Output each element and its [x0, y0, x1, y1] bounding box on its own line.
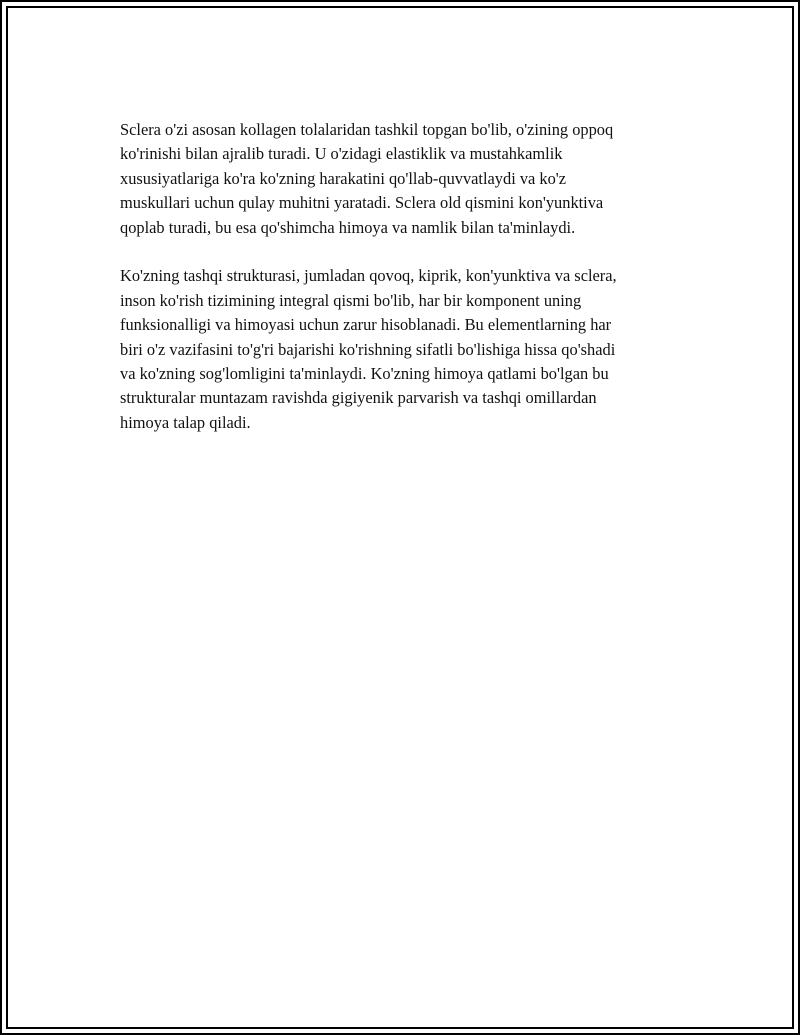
paragraph-external-structure: Ko'zning tashqi strukturasi, jumladan qovoq, kiprik, kon'yunktiva va sclera, inson ko'rish tizimining integral qismi bo'lib, har bir komponent uning funksionalligi va himoyasi uchun zarur hisoblanadi. Bu elementlarning har biri o'z vazifasini to'g'ri bajarishi ko'rishning sifatli bo'lishiga hissa qo'shadi va ko'zning sog'lomligini ta'minlaydi. Ko'zning himoya qatlami bo'lgan bu strukturalar muntazam ravishda gigiyenik parvarish va tashqi omillardan himoya talap qiladi.	[120, 266, 617, 432]
document-body	[120, 118, 690, 460]
paragraph-sclera: Sclera o'zi asosan kollagen tolalaridan tashkil topgan bo'lib, o'zining oppoq ko'rinishi bilan ajralib turadi. U o'zidagi elastiklik va mustahkamlik xususiyatlariga ko'ra ko'zning harakatini qo'llab-quvvatlaydi va ko'z muskullari uchun qulay muhitni yaratadi. Sclera old qismini kon'yunktiva qoplab turadi, bu esa qo'shimcha himoya va namlik bilan ta'minlaydi.	[120, 120, 614, 237]
